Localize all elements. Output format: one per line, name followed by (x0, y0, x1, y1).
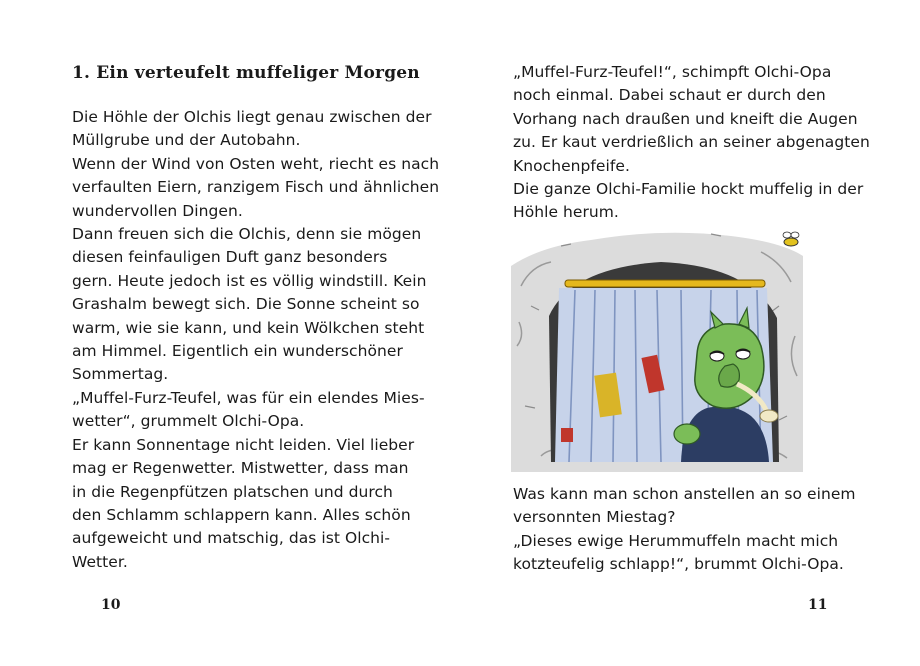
olchi-hand (674, 424, 700, 444)
text-line: Grashalm bewegt sich. Die Sonne scheint so (72, 295, 420, 314)
text-line: wundervollen Dingen. (72, 201, 243, 220)
page-number-right: 11 (808, 597, 828, 613)
text-line: am Himmel. Eigentlich ein wunderschöner (72, 342, 403, 361)
text-line: Höhle herum. (513, 203, 619, 222)
text-line: Er kann Sonnentage nicht leiden. Viel lieber (72, 435, 415, 454)
curtain-rod (565, 280, 765, 287)
text-line: Sommertag. (72, 365, 169, 384)
right-bottom-text (513, 483, 856, 577)
text-line: „Muffel-Furz-Teufel, was für ein elendes Mies- (72, 388, 425, 407)
text-line: den Schlamm schlappern kann. Alles schön (72, 505, 411, 524)
text-line: Dann freuen sich die Olchis, denn sie mögen (72, 225, 422, 244)
text-line: mag er Regenwetter. Mistwetter, dass man (72, 459, 409, 478)
text-line: diesen feinfauligen Duft ganz besonders (72, 248, 388, 267)
text-line: gern. Heute jedoch ist es völlig windstill. Kein (72, 271, 427, 290)
text-line: Die ganze Olchi-Familie hockt muffelig in der (513, 180, 864, 199)
curtain-patch-red-small (561, 428, 573, 442)
text-line: Vorhang nach draußen und kneift die Augen (513, 109, 858, 128)
text-line: Wenn der Wind von Osten weht, riecht es nach (72, 154, 440, 173)
right-page (460, 0, 920, 666)
text-line: noch einmal. Dabei schaut er durch den (513, 86, 826, 105)
right-top-text (513, 61, 870, 225)
text-line: kotzteufelig schlapp!“, brummt Olchi-Opa. (513, 555, 844, 574)
text-line: „Dieses ewige Herummuffeln macht mich (513, 531, 839, 550)
page-number-left: 10 (101, 597, 121, 613)
text-line: „Muffel-Furz-Teufel!“, schimpft Olchi-Opa (513, 63, 832, 81)
olchi-opa-illustration (511, 226, 803, 472)
text-line: Knochenpfeife. (513, 156, 630, 175)
text-line: verfaulten Eiern, ranzigem Fisch und ähnlichen (72, 178, 440, 197)
text-line: warm, wie sie kann, und kein Wölkchen steht (72, 318, 425, 337)
text-line: in die Regenpfützen platschen und durch (72, 482, 393, 501)
text-line: Die Höhle der Olchis liegt genau zwischen der (72, 108, 432, 126)
chapter-title: 1. Ein verteufelt muffeliger Morgen (72, 63, 420, 83)
text-line: Müllgrube und der Autobahn. (72, 131, 301, 150)
text-line: Was kann man schon anstellen an so einem (513, 485, 856, 503)
text-line: Wetter. (72, 552, 128, 571)
text-line: wetter“, grummelt Olchi-Opa. (72, 412, 305, 431)
text-line: versonnten Miestag? (513, 508, 676, 527)
text-line: aufgeweicht und matschig, das ist Olchi- (72, 529, 391, 548)
text-line: zu. Er kaut verdrießlich an seiner abgenagten (513, 133, 870, 152)
fly-icon (783, 232, 799, 246)
left-body-text (72, 106, 439, 574)
